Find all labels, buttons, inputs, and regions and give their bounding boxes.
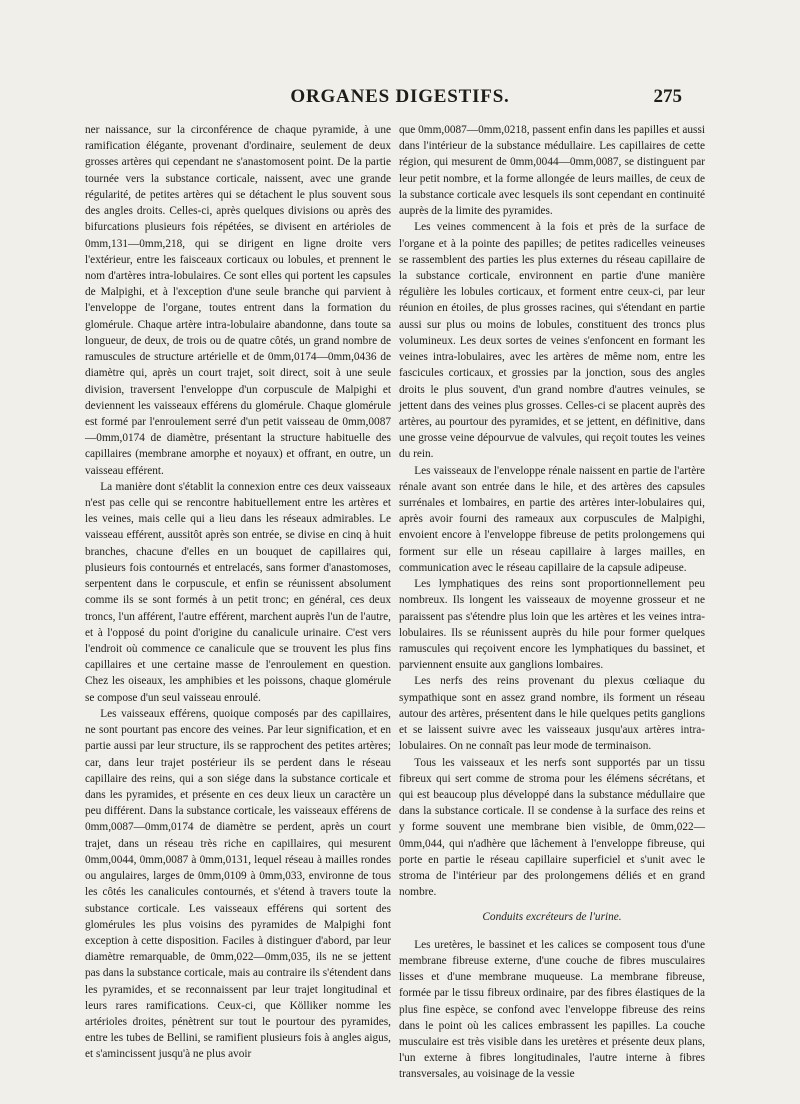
right-column xyxy=(399,122,705,1083)
paragraph: Les vaisseaux efférens, quoique composés par des capillaires, ne sont pourtant pas encore des veines. Par leur signification, et en partie aussi par leur structure, ils se rapprochent des petites artères; car, dans leur trajet postérieur ils se perdent dans le réseau capillaire des reins, qui a son siége dans la substance corticale et dans les pyramides, et présente en ces deux lieux un caractère un peu différent. Dans la substance corticale, les vaisseaux efférens de 0mm,0087—0mm,0174 de diamètre se perdent, après un court trajet, dans un réseau très riche en capillaires, qui mesurent 0mm,0044, 0mm,0087 à 0mm,0131, lequel réseau à mailles rondes ou angulaires, larges de 0mm,0109 à 0mm,033, environne de tous les côtés les canalicules contournés, et s'étend à travers toute la substance corticale. Les vaisseaux efférens qui sortent des glomérules les plus voisins des pyramides de Malpighi font exception à cette disposition. Faciles à distinguer d'abord, par leur diamètre remarquable, de 0mm,022—0mm,035, ils ne se jettent pas dans la substance corticale, mais au contraire ils s'étendent dans les pyramides, et se reconnaissent par leur trajet longitudinal et leurs rares ramifications. Ceux-ci, que Kölliker nomme les artérioles droites, pénètrent sur tout le pourtour des pyramides, entre les tubes de Bellini, se ramifient plusieurs fois à angles aigus, et s'amincissent jusqu'à ne plus avoir xyxy=(85,707,392,1061)
running-title: ORGANES DIGESTIFS. xyxy=(290,86,510,107)
page-number: 275 xyxy=(653,86,682,107)
paragraph: Les lymphatiques des reins sont proportionnellement peu nombreux. Ils longent les vaisseaux de moyenne grosseur et ne paraissent pas s'étendre plus loin que les artères et les veines intra-lobulaires. Ils se réunissent auprès du hile pour former quelques ramuscules qui reçoivent encore les lymphatiques du bassinet, et parviennent ensuite aux ganglions lombaires. xyxy=(399,578,705,672)
left-column xyxy=(85,122,391,1063)
paragraph: Les vaisseaux de l'enveloppe rénale naissent en partie de l'artère rénale avant son entrée dans le hile, et des artères des capsules surrénales et lombaires, en partie des artères inter-lobulaires qui, après avoir fourni des rameaux aux corpuscules de Malpighi, envoient encore à l'enveloppe fibreuse de petits prolongemens qui forment sur elle un réseau capillaire à larges mailles, en communication avec le réseau capillaire de la capsule adipeuse. xyxy=(399,464,705,574)
paragraph: Les veines commencent à la fois et près de la surface de l'organe et à la pointe des papilles; de petites radicelles veineuses se rassemblent des parties les plus externes du réseau capillaire de la substance corticale, environnent en partie d'une manière régulière les lobules corticaux, et forment entre ceux-ci, par leur réunion en étoiles, de plus grosses racines, qui s'étendant en partie aussi sur plus ou moins de lobules, constituent des troncs plus volumineux. Les deux sortes de veines s'enfoncent en formant les veines intra-lobulaires, avec les artères de même nom, entre les fascicules corticaux, et grossies par la jonction, sous des angles droits le plus souvent, d'un grand nombre d'autres veinules, se jettent dans des veines plus grosses. Celles-ci se placent auprès des artères, au pourtour des pyramides, et se jettent, en définitive, dans une grosse veine dépourvue de valvules, qui reçoit toutes les veines du rein. xyxy=(399,221,705,461)
paragraph: Les nerfs des reins provenant du plexus cœliaque du sympathique sont en assez grand nombre, ils forment un réseau autour des artères, présentent dans le hile quelques petits ganglions et se laissent suivre avec les vaisseaux jusqu'aux artères intra-lobulaires. On ne connaît pas leur mode de terminaison. xyxy=(399,675,705,753)
paragraph: que 0mm,0087—0mm,0218, passent enfin dans les papilles et aussi dans l'intérieur de la substance médullaire. Les capillaires de cette région, qui mesurent de 0mm,0044—0mm,0087, se distinguent par leur petit nombre, et la forme allongée de leurs mailles, de ceux de la substance corticale avec lesquels ils sont cependant en continuité auprès de la limite des pyramides. xyxy=(399,124,705,218)
section-heading: Conduits excréteurs de l'urine. xyxy=(482,910,622,923)
paragraph: La manière dont s'établit la connexion entre ces deux vaisseaux n'est pas celle qui se rencontre habituellement entre les artères et les veines, mais celle qui a lieu dans les réseaux admirables. Le vaisseau efférent, aussitôt après son entrée, se divise en cinq à huit branches, chacune d'elles en un bouquet de capillaires qui, plusieurs fois contournés et entrelacés, sans former d'anastomoses, serpentent dans le corpuscule, et enfin se réunissent absolument comme ils se sont formés à un petit tronc; en général, ces deux troncs, l'un afférent, l'autre efférent, marchent auprès l'un de l'autre, et à l'opposé du point d'origine du canalicule urinaire. C'est vers l'endroit où commence ce canalicule que se trouvent les plus fins capillaires et une certaine masse de l'enroulement en question. Chez les oiseaux, les amphibies et les poissons, chaque glomérule se compose d'un seul vaisseau enroulé. xyxy=(85,480,391,704)
page-header xyxy=(0,86,800,116)
paragraph: Les uretères, le bassinet et les calices se composent tous d'une membrane fibreuse externe, d'une couche de fibres musculaires lisses et d'une membrane muqueuse. La membrane fibreuse, formée par le tissu fibreux ordinaire, par des fibres élastiques de la plus fine espèce, se confond avec l'enveloppe fibreuse des reins dans le point où les calices embrassent les papilles. La couche musculaire est très visible dans les uretères et présente deux plans, l'un externe à fibres longitudinales, l'autre interne à fibres transversales, au voisinage de la vessie xyxy=(399,938,705,1081)
paragraph: Tous les vaisseaux et les nerfs sont supportés par un tissu fibreux qui sert comme de stroma pour les élémens sécrétans, et qui est beaucoup plus développé dans la substance médullaire que dans la substance corticale. Il se condense à la surface des reins et y forme souvent une membrane bien visible, de 0mm,022—0mm,044, qui n'adhère que lâchement à l'enveloppe fibreuse, qui porte en partie le réseau capillaire superficiel et s'unit avec le stroma de l'intérieur par des prolongemens déliés et en grand nombre. xyxy=(399,756,705,899)
paragraph: ner naissance, sur la circonférence de chaque pyramide, à une ramification élégante, provenant d'ordinaire, seulement de deux grosses artères qui cependant ne s'anastomosent point. De la partie tournée vers la substance corticale, naissent, avec une grande régularité, de petites artères qui se détachent le plus souvent sous des angles droits. Celles-ci, après quelques divisions ou après des bifurcations plusieurs fois répétées, se divisent en artérioles de 0mm,131—0mm,218, qui se dirigent en ligne droite vers l'extérieur, entre les faisceaux corticaux ou lobules, et prennent le nom d'artères intra-lobulaires. Ce sont elles qui portent les capsules de Malpighi, et à l'exception d'une seule branche qui parvient à l'enveloppe de l'organe, toutes entrent dans la formation du glomérule. Chaque artère intra-lobulaire abandonne, dans toute sa longueur, de deux, de trois ou de quatre côtés, un grand nombre de ramuscules de structure artérielle et de 0mm,0174—0mm,0436 de diamètre qui, après un court trajet, soit direct, soit à une seule division, traversent l'enveloppe d'un corpuscule de Malpighi et deviennent les vaisseaux efférens du glomérule. Chaque glomérule est formé par l'enroulement serré d'un petit vaisseau de 0mm,0087—0mm,0174 de diamètre, présentant la structure habituelle des capillaires (membrane amorphe et noyaux) et offrant, en outre, un vaisseau efférent. xyxy=(85,124,391,477)
